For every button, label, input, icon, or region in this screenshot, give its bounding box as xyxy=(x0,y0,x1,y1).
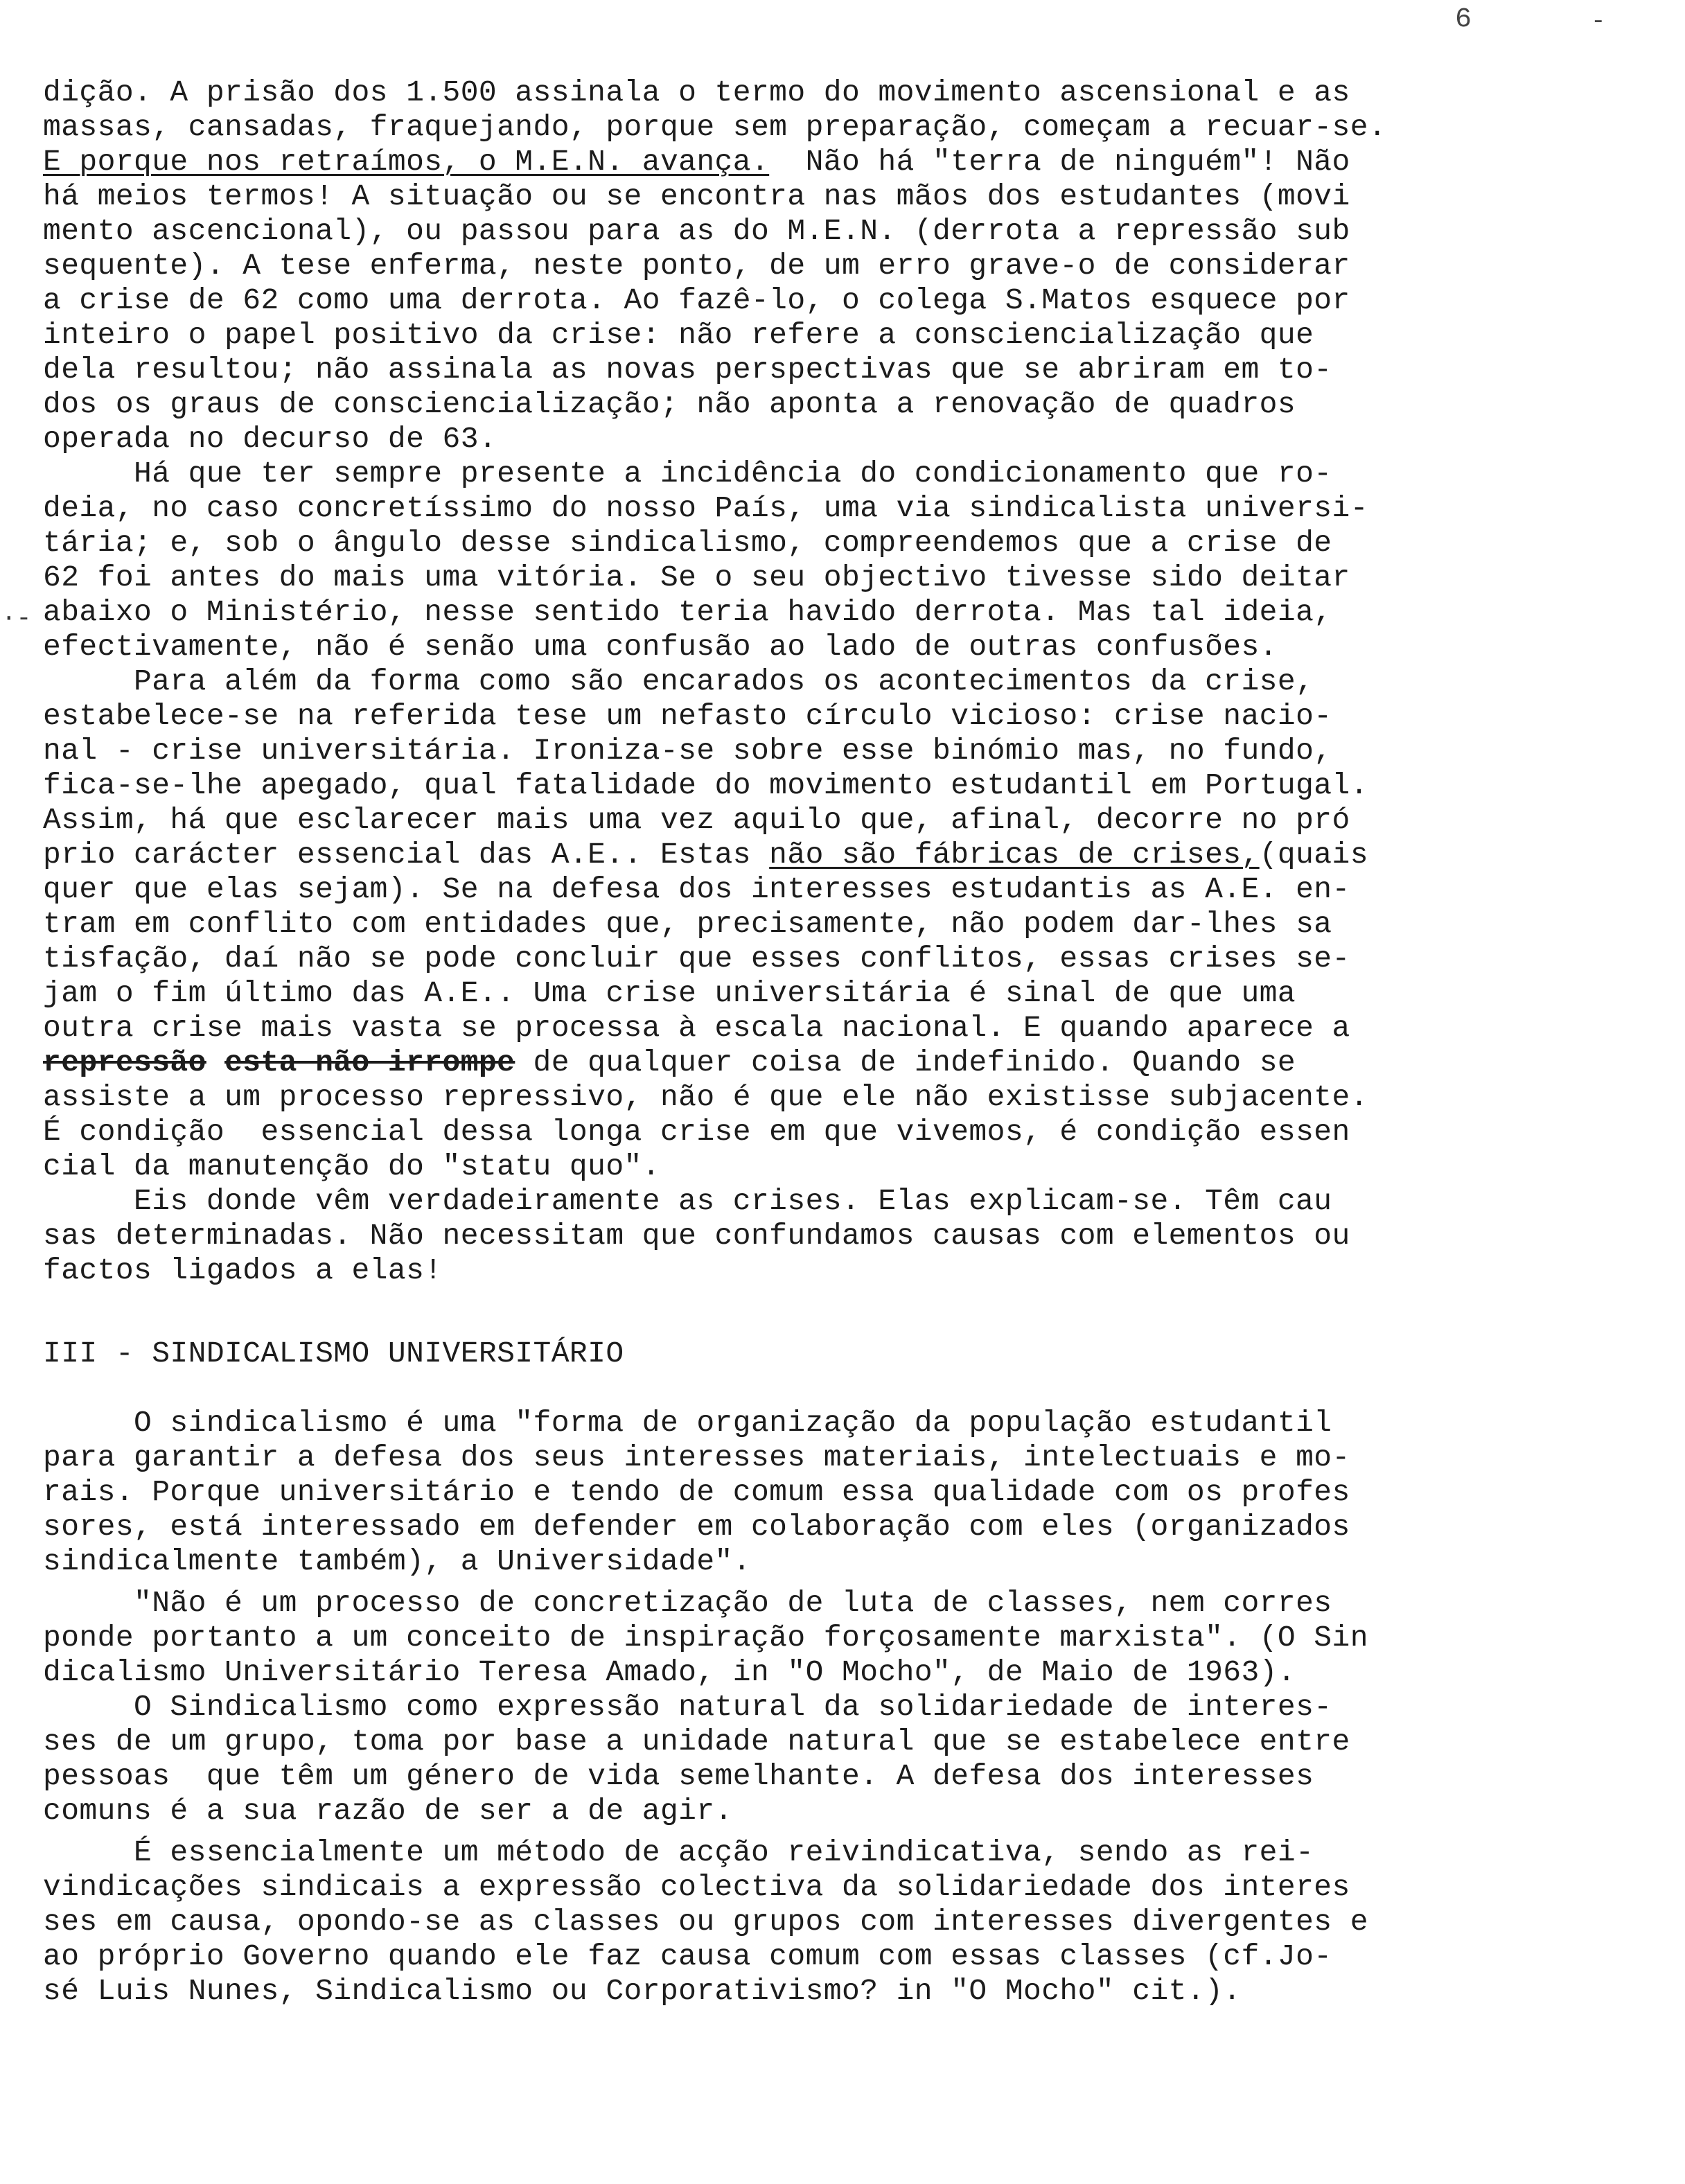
text-line: "Não é um processo de concretização de luta de classes, nem corres xyxy=(43,1586,1332,1620)
text-line: dição. A prisão dos 1.500 assinala o termo do movimento ascensional e as xyxy=(43,76,1350,109)
text-line: operada no decurso de 63. xyxy=(43,422,497,456)
text-line: a crise de 62 como uma derrota. Ao fazê-lo, o colega S.Matos esquece por xyxy=(43,283,1350,317)
corner-mark: - xyxy=(1591,7,1606,35)
text-line: Para além da forma como são encarados os acontecimentos da crise, xyxy=(43,664,1314,698)
text-line: dicalismo Universitário Teresa Amado, in "O Mocho", de Maio de 1963). xyxy=(43,1655,1296,1689)
text-segment: de qualquer coisa de indefinido. Quando se xyxy=(515,1046,1296,1080)
text-line: mento ascencional), ou passou para as do M.E.N. (derrota a repressão sub xyxy=(43,214,1350,248)
text-line: fica-se-lhe apegado, qual fatalidade do movimento estudantil em Portugal. xyxy=(43,768,1368,802)
text-line: 62 foi antes do mais uma vitória. Se o seu objectivo tivesse sido deitar xyxy=(43,561,1350,595)
text-line-with-strikethrough xyxy=(43,1046,1296,1080)
text-line: ponde portanto a um conceito de inspiração forçosamente marxista". (O Sin xyxy=(43,1621,1368,1655)
text-line: sé Luis Nunes, Sindicalismo ou Corporativismo? in "O Mocho" cit.). xyxy=(43,1974,1242,2008)
text-line: sindicalmente também), a Universidade". xyxy=(43,1544,751,1578)
text-line: ses de um grupo, toma por base a unidade natural que se estabelece entre xyxy=(43,1725,1350,1759)
text-line: abaixo o Ministério, nesse sentido teria havido derrota. Mas tal ideia, xyxy=(43,595,1332,629)
text-line: jam o fim último das A.E.. Uma crise universitária é sinal de que uma xyxy=(43,976,1296,1010)
text-line: há meios termos! A situação ou se encontra nas mãos dos estudantes (movi xyxy=(43,179,1350,213)
text-line: sas determinadas. Não necessitam que confundamos causas com elementos ou xyxy=(43,1219,1350,1253)
text-line: ao próprio Governo quando ele faz causa comum com essas classes (cf.Jo- xyxy=(43,1939,1332,1973)
text-line: dela resultou; não assinala as novas perspectivas que se abriram em to- xyxy=(43,353,1332,387)
text-line: É essencialmente um método de acção reivindicativa, sendo as rei- xyxy=(43,1835,1314,1869)
section-heading: III - SINDICALISMO UNIVERSITÁRIO xyxy=(43,1337,624,1371)
text-line: nal - crise universitária. Ironiza-se sobre esse binómio mas, no fundo, xyxy=(43,734,1332,768)
text-segment: Não há "terra de ninguém"! Não xyxy=(805,145,1350,179)
text-line: rais. Porque universitário e tendo de comum essa qualidade com os profes xyxy=(43,1475,1350,1509)
text-line: factos ligados a elas! xyxy=(43,1253,443,1287)
text-segment: prio carácter essencial das A.E.. Estas xyxy=(43,838,770,872)
text-line: cial da manutenção do "statu quo". xyxy=(43,1150,660,1183)
text-line: sequente). A tese enferma, neste ponto, de um erro grave-o de considerar xyxy=(43,249,1350,283)
text-segment: (quais xyxy=(1259,838,1368,872)
text-line: sores, está interessado em defender em colaboração com eles (organizados xyxy=(43,1510,1350,1544)
text-line: Eis donde vêm verdadeiramente as crises. Elas explicam-se. Têm cau xyxy=(43,1184,1332,1218)
text-line: tária; e, sob o ângulo desse sindicalismo, compreendemos que a crise de xyxy=(43,526,1332,560)
text-line: Assim, há que esclarecer mais uma vez aquilo que, afinal, decorre no pró xyxy=(43,803,1350,837)
margin-mark: ·- xyxy=(1,604,32,633)
text-line: pessoas que têm um género de vida semelhante. A defesa dos interesses xyxy=(43,1759,1314,1793)
text-line: para garantir a defesa dos seus interesses materiais, intelectuais e mo- xyxy=(43,1441,1350,1474)
text-line: estabelece-se na referida tese um nefasto círculo vicioso: crise nacio- xyxy=(43,699,1332,733)
text-line: tram em conflito com entidades que, precisamente, não podem dar-lhes sa xyxy=(43,907,1332,941)
text-line: O sindicalismo é uma "forma de organização da população estudantil xyxy=(43,1406,1332,1440)
page-number: 6 xyxy=(1455,4,1472,35)
text-line: assiste a um processo repressivo, não é que ele não existisse subjacente. xyxy=(43,1080,1368,1114)
text-line: efectivamente, não é senão uma confusão ao lado de outras confusões. xyxy=(43,630,1278,664)
text-line: Há que ter sempre presente a incidência do condicionamento que ro- xyxy=(43,457,1332,491)
text-line: dos os graus de consciencialização; não aponta a renovação de quadros xyxy=(43,387,1296,421)
struck-word: repressão xyxy=(43,1046,206,1080)
text-line: ses em causa, opondo-se as classes ou grupos com interesses divergentes e xyxy=(43,1905,1368,1939)
text-line: tisfação, daí não se pode concluir que esses conflitos, essas crises se- xyxy=(43,942,1350,976)
text-line-with-underline xyxy=(43,146,1350,179)
text-line: quer que elas sejam). Se na defesa dos interesses estudantis as A.E. en- xyxy=(43,872,1350,906)
text-line: O Sindicalismo como expressão natural da solidariedade de interes- xyxy=(43,1690,1332,1724)
text-line: vindicações sindicais a expressão colectiva da solidariedade dos interes xyxy=(43,1870,1350,1904)
text-line: É condição essencial dessa longa crise em que vivemos, é condição essen xyxy=(43,1115,1350,1149)
text-line: comuns é a sua razão de ser a de agir. xyxy=(43,1794,733,1828)
text-line: massas, cansadas, fraquejando, porque sem preparação, começam a recuar-se. xyxy=(43,110,1387,144)
text-line: outra crise mais vasta se processa à escala nacional. E quando aparece a xyxy=(43,1011,1350,1045)
underlined-phrase: E porque nos retraímos, o M.E.N. avança. xyxy=(43,145,770,179)
struck-phrase: esta não irrompe xyxy=(224,1046,515,1080)
underlined-phrase: não são fábricas de crises, xyxy=(769,838,1260,872)
text-line-with-underline xyxy=(43,838,1368,872)
text-line: deia, no caso concretíssimo do nosso País, uma via sindicalista universi- xyxy=(43,491,1368,525)
text-line: inteiro o papel positivo da crise: não refere a consciencialização que xyxy=(43,318,1314,352)
